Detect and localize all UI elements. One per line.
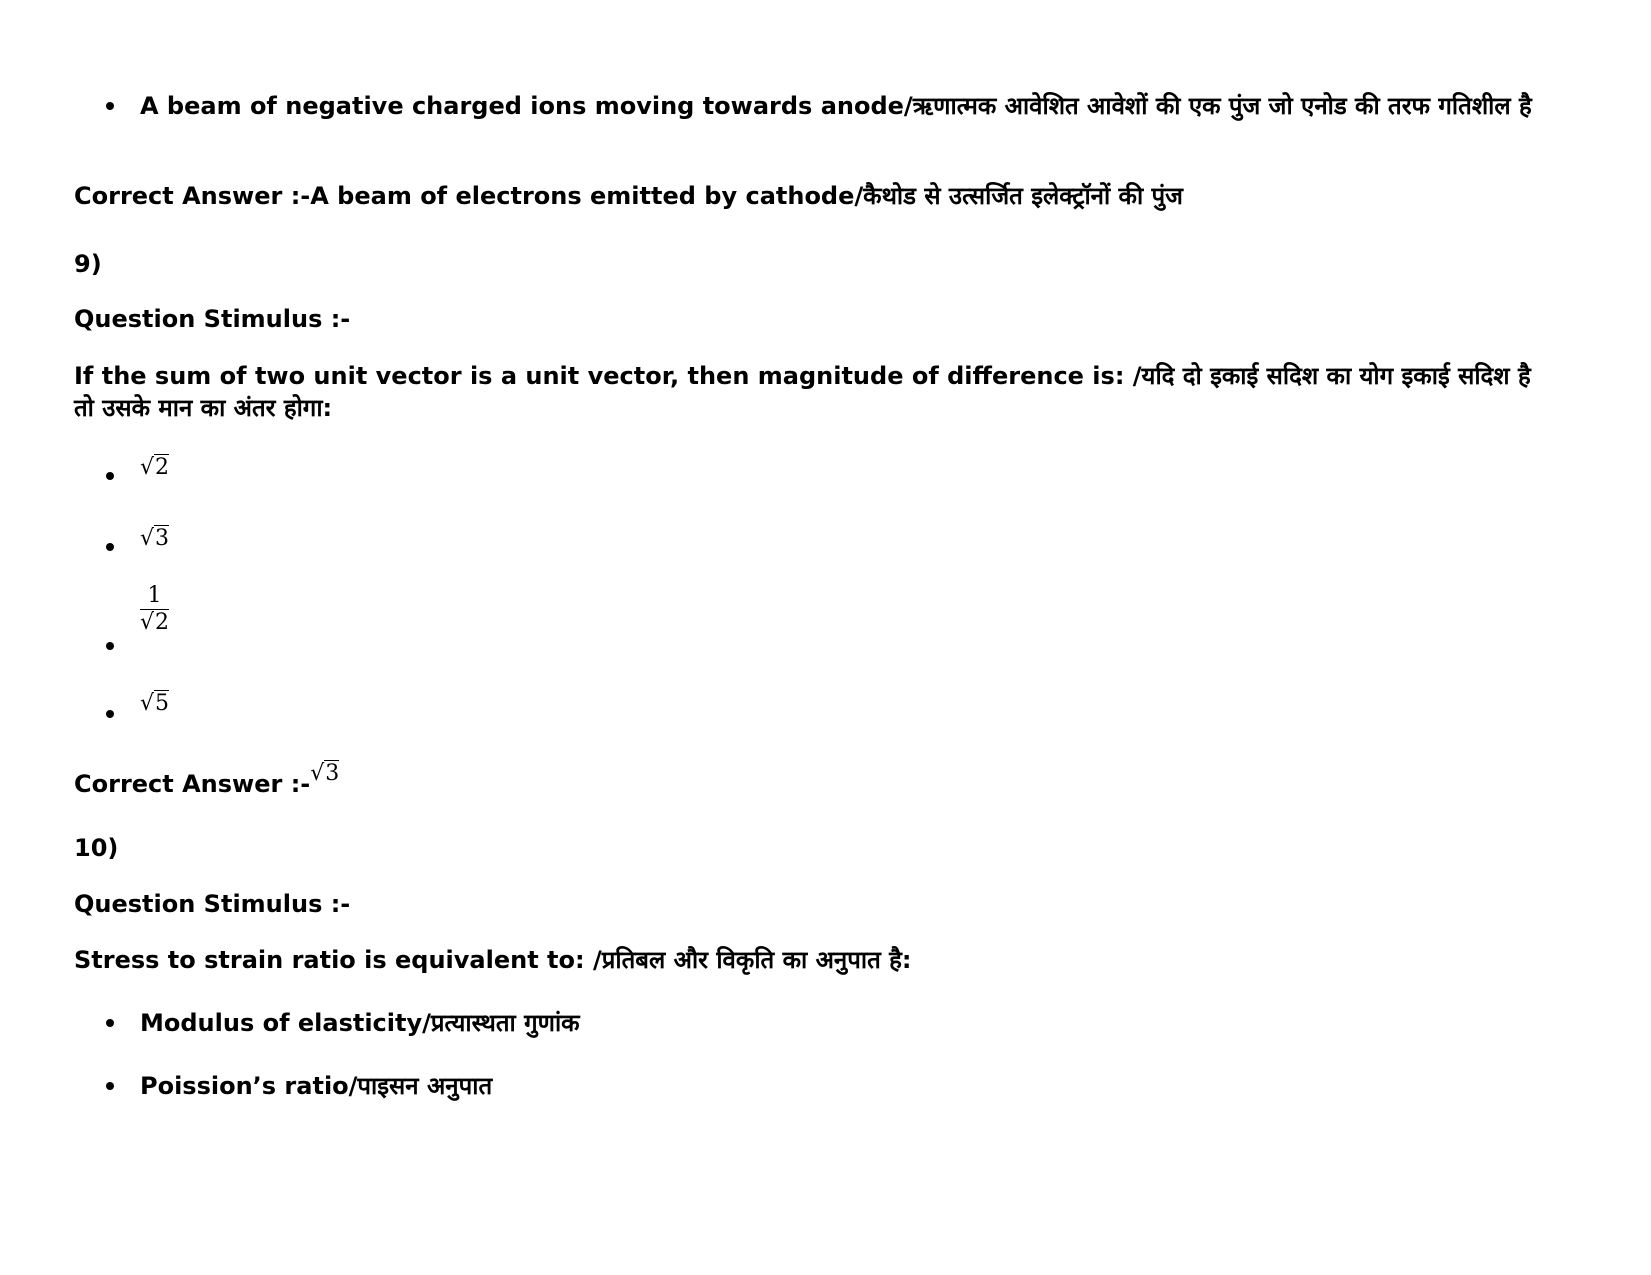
q8-correct-answer: [74, 180, 1554, 212]
fraction-denominator: √2: [140, 610, 170, 635]
bullet-dot: [106, 543, 114, 551]
q9-number: 9): [74, 250, 102, 278]
fraction-numerator: 1: [140, 583, 169, 610]
q9-correct-answer: [74, 761, 1554, 802]
correct-answer-value: A beam of electrons emitted by cathode/कैथोड से उत्सर्जित इलेक्ट्रॉनों की पुंज: [310, 182, 1183, 210]
q9-stimulus-label: Question Stimulus :-: [74, 305, 351, 333]
q9-option-4-math: √5: [140, 691, 170, 716]
bullet-dot: [106, 710, 114, 718]
q9-option-1: [106, 452, 1556, 492]
q9-option-3-fraction: [140, 583, 169, 636]
q9-option-2-math: √3: [140, 526, 170, 551]
q10-stimulus-label: Question Stimulus :-: [74, 890, 351, 918]
bullet-dot: [106, 642, 114, 650]
bullet-dot: [106, 472, 114, 480]
q9-option-3: [106, 583, 1556, 663]
q10-option-1-text: Modulus of elasticity/प्रत्यास्थता गुणांक: [140, 1009, 580, 1037]
bullet-dot: [106, 1082, 114, 1090]
correct-answer-label: Correct Answer :-: [74, 770, 311, 798]
q9-option-4: [106, 688, 1556, 728]
correct-answer-label: Correct Answer :-: [74, 182, 311, 210]
q10-option-2-text: Poission’s ratio/पाइसन अनुपात: [140, 1072, 493, 1100]
correct-answer-math: √3: [310, 761, 340, 786]
q10-question-text: Stress to strain ratio is equivalent to: /प्रतिबल और विकृति का अनुपात है:: [74, 946, 912, 974]
bullet-dot: [106, 1019, 114, 1027]
q8-option-text: A beam of negative charged ions moving towards anode/ऋणात्मक आवेशित आवेशों की एक पुंज जो एनोड की तरफ गतिशील है: [140, 92, 1532, 120]
bullet-dot: [106, 102, 114, 110]
q9-option-2: [106, 523, 1556, 563]
q9-option-1-math: √2: [140, 455, 170, 480]
q10-number: 10): [74, 834, 119, 862]
q9-question-text: If the sum of two unit vector is a unit vector, then magnitude of difference is: /यदि दो इकाई सदिश का योग इकाई सदिश है तो उसके मान का अंतर होगा:: [74, 362, 1531, 422]
